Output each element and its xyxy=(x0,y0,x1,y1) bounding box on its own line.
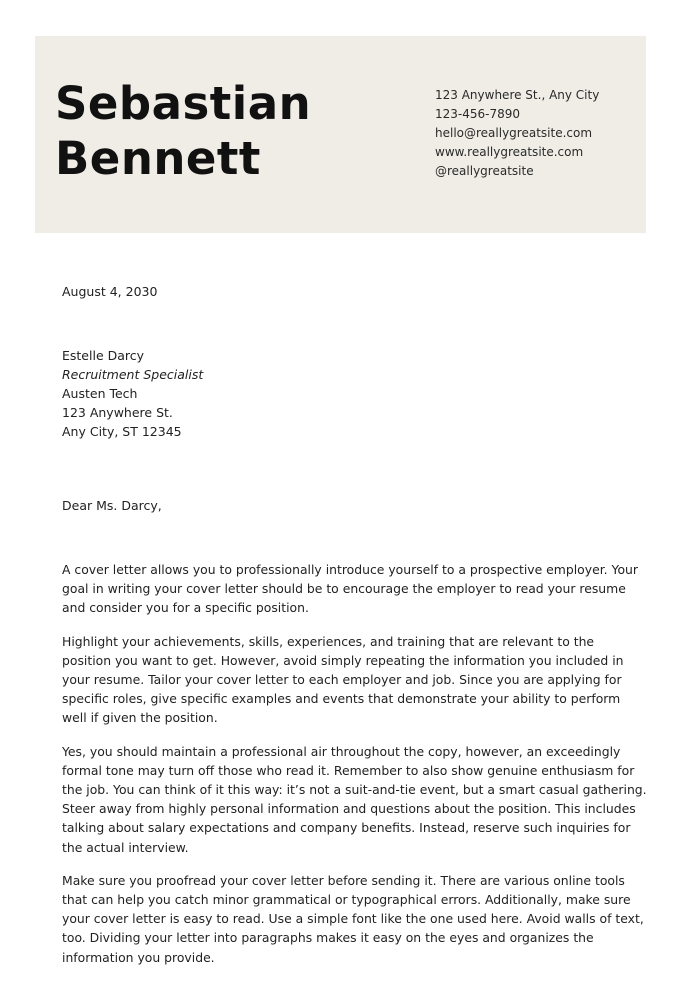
sender-first-name: Sebastian xyxy=(55,77,312,130)
salutation: Dear Ms. Darcy, xyxy=(62,498,162,513)
recipient-company: Austen Tech xyxy=(62,386,138,401)
body-paragraph-2: Highlight your achievements, skills, experiences, and training that are relevant to the position you want to get. However, avoid simply repeating the information you included in your resume. Tailor your cover letter to each employer and job. Since you are applying for specific roles, give specific examples and events that demonstrate your ability to perform well if given the position. xyxy=(62,633,624,726)
sender-email: hello@reallygreatsite.com xyxy=(435,126,593,140)
sender-address: 123 Anywhere St., Any City xyxy=(435,88,600,102)
letter-date: August 4, 2030 xyxy=(62,284,158,299)
sender-social: @reallygreatsite xyxy=(435,164,534,178)
sender-contact-block xyxy=(435,86,599,181)
body-paragraph-1: A cover letter allows you to professionally introduce yourself to a prospective employer. Your goal in writing your cover letter should be to encourage the employer to read your resume and consider you for a specific position. xyxy=(62,562,638,616)
recipient-name: Estelle Darcy xyxy=(62,348,145,363)
recipient-city: Any City, ST 12345 xyxy=(62,424,182,439)
body-paragraph-4: Make sure you proofread your cover letter before sending it. There are various online tools that can help you catch minor grammatical or typographical errors. Additionally, make sure your cover letter is easy to read. Use a simple font like the one used here. Avoid walls of text, too. Dividing your letter into paragraphs makes it easy on the eyes and organizes the information you provide. xyxy=(62,872,644,965)
sender-name xyxy=(55,76,311,186)
letter-body xyxy=(62,560,647,981)
sender-website: www.reallygreatsite.com xyxy=(435,145,584,159)
sender-last-name: Bennett xyxy=(55,132,261,185)
recipient-block xyxy=(62,346,203,441)
recipient-street: 123 Anywhere St. xyxy=(62,405,173,420)
recipient-title: Recruitment Specialist xyxy=(62,367,204,382)
body-paragraph-3: Yes, you should maintain a professional air throughout the copy, however, an exceedingly formal tone may turn off those who read it. Remember to also show genuine enthusiasm for the job. You can think of it this way: it’s not a suit-and-tie event, but a smart casual gathering. Steer away from highly personal information and questions about the position. This includes talking about salary expectations and company benefits. Instead, reserve such inquiries for the actual interview. xyxy=(62,743,647,855)
sender-phone: 123-456-7890 xyxy=(435,107,521,121)
